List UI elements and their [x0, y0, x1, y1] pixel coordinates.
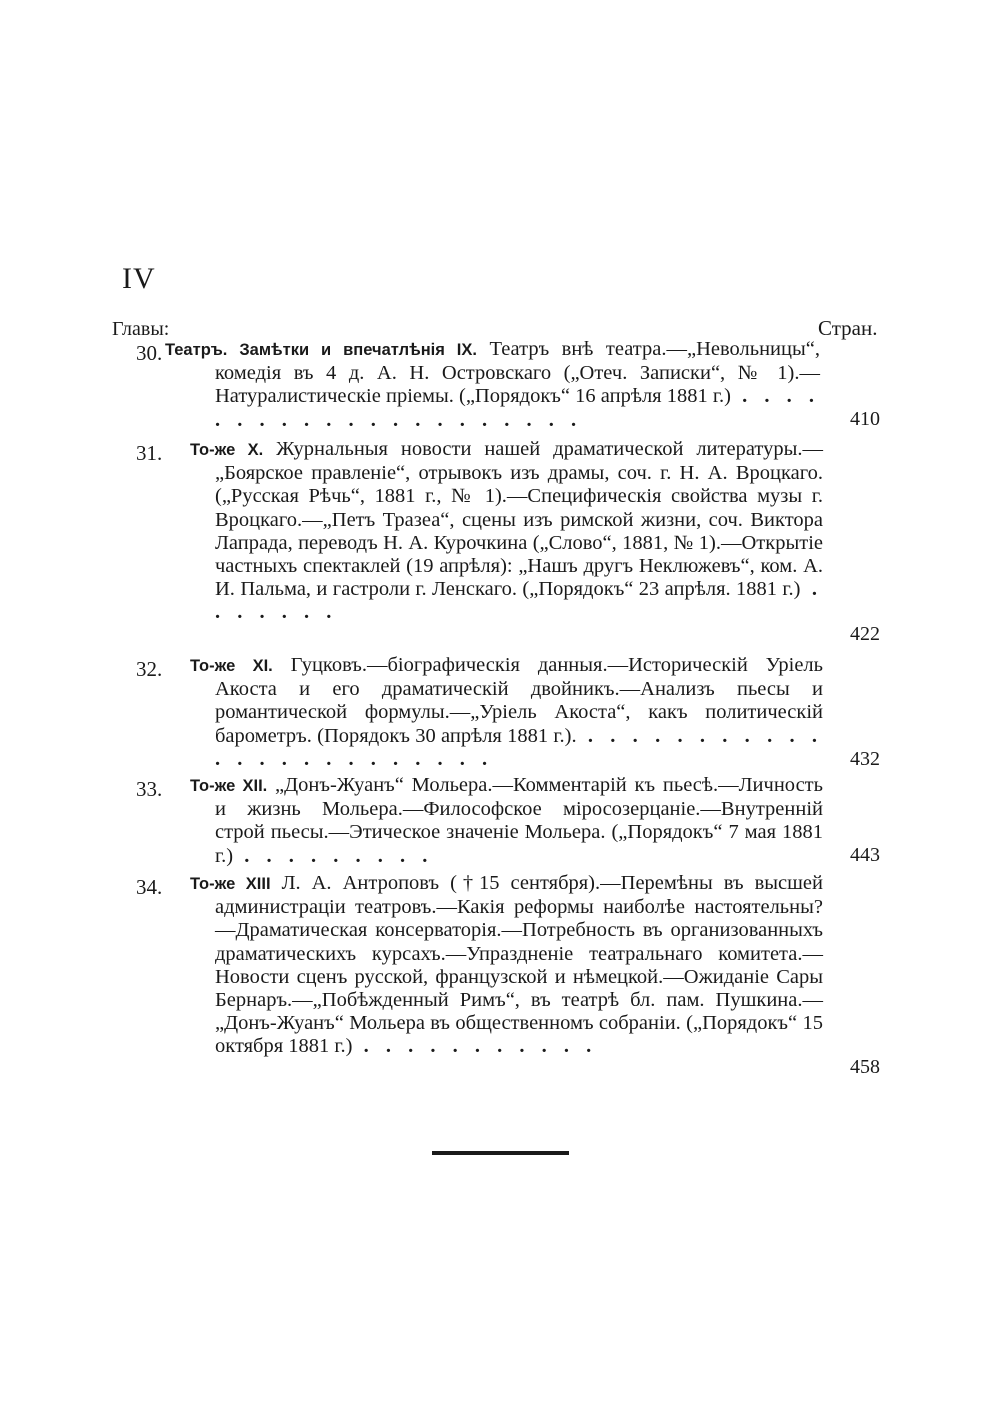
chapter-number: 32. — [136, 657, 163, 681]
chapter-heading: То-же XIII — [190, 875, 271, 893]
leader-dots: . . . . . . . . . — [233, 844, 434, 867]
pages-column-label: Стран. — [818, 316, 878, 340]
entry-text — [190, 872, 823, 1059]
chapter-summary: Театръ внѣ театра.—„Невольницы“, комедія въ 4 д. А. Н. Островскаго („Отеч. Записки“, № 1).—Натуралистическіе пріемы. („Порядокъ“ 16 апрѣля 1881 г.) — [215, 338, 820, 408]
chapter-heading: То-же XI. — [190, 657, 273, 675]
chapter-number: 34. — [136, 875, 163, 899]
chapter-summary: Л. А. Антроповъ (†15 сентября).—Перемѣны въ высшей администраціи театровъ.—Какія реформы наиболѣе настоятельны?—Драматическая консерваторія.—Потребность въ организованныхъ драматическихъ курсахъ.—Упраздненіе театральнаго комитета.—Новости сценъ русской, французской и нѣмецкой.—Ожиданіе Сары Бернаръ.—„Побѣжденный Римъ“, въ театрѣ бл. пам. Пушкина.—„Донъ-Жуанъ“ Мольера въ общественномъ собраніи. („Порядокъ“ 15 октября 1881 г.) — [215, 872, 823, 1058]
chapter-number: 31. — [136, 441, 163, 465]
page-reference: 422 — [850, 623, 880, 645]
page-number: IV — [122, 262, 156, 295]
leader-dots: . . . . . . . . . . . . . . . . . . . . . — [215, 385, 821, 431]
chapter-heading: Театръ. Замѣтки и впечатлѣнія IX. — [165, 341, 477, 359]
chapter-heading: То-же XII. — [190, 777, 268, 795]
chapter-heading: То-же X. — [190, 441, 264, 459]
closing-rule — [432, 1151, 569, 1155]
leader-dots: . . . . . . . . . . . . . . . . . . . . . . . . — [215, 724, 823, 770]
leader-dots: . . . . . . . — [215, 578, 824, 624]
chapter-summary: Гуцковъ.—біографическія данныя.—Историческій Уріель Акоста и его драматическій двойникъ.—Анализъ пьесы и романтической формулы.—„Уріель Акоста“, какъ политическій барометръ. (Порядокъ 30 апрѣля 1881 г.). — [215, 654, 824, 747]
entry-text — [165, 338, 821, 432]
chapter-number: 30. — [136, 341, 163, 365]
chapters-column-label: Главы: — [112, 318, 170, 340]
entry-text — [190, 774, 823, 868]
chapter-summary: „Донъ-Жуанъ“ Мольера.—Комментарій къ пьесѣ.—Личность и жизнь Мольера.—Философское міросозерцаніе.—Внутренній строй пьесы.—Этическое значеніе Мольера. („Порядокъ“ 7 мая 1881 г.) — [215, 774, 823, 867]
leader-dots: . . . . . . . . . . . — [352, 1035, 598, 1058]
page-reference: 443 — [850, 844, 880, 866]
entry-text — [190, 438, 824, 625]
page-reference: 458 — [850, 1056, 880, 1078]
entry-text — [190, 654, 824, 771]
chapter-summary: Журнальныя новости нашей драматической литературы.—„Боярское правленіе“, отрывокъ изъ драмы, соч. г. Н. А. Вроцкаго. („Русская Рѣчь“, 1881 г., № 1).—Специфическія свойства музы г. Вроцкаго.—„Петъ Тразеа“, сцены изъ римской жизни, соч. Виктора Лапрада, переводъ Н. А. Курочкина („Слово“, 1881, № 1).—Открытіе частныхъ спектаклей (19 апрѣля): „Нашъ другъ Неклюжевъ“, ком. А. И. Пальма, и гастроли г. Ленскаго. („Порядокъ“ 23 апрѣля. 1881 г.) — [215, 438, 823, 601]
chapter-number: 33. — [136, 777, 163, 801]
page-reference: 432 — [850, 748, 880, 770]
page-reference: 410 — [850, 408, 880, 430]
